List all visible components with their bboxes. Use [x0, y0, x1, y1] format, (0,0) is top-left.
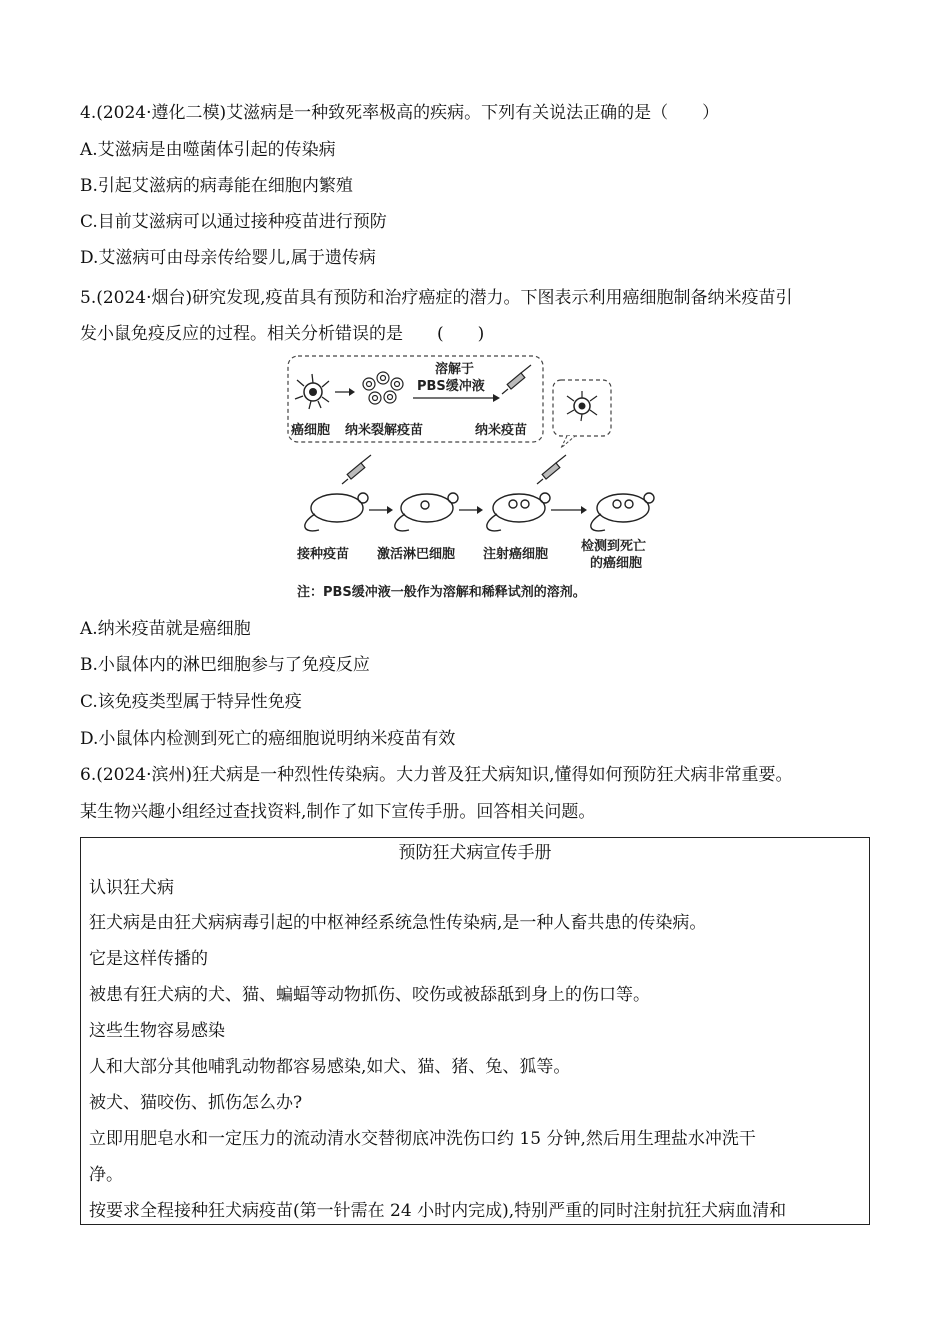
- q5-option-d: D.小鼠体内检测到死亡的癌细胞说明纳米疫苗有效: [80, 729, 456, 749]
- label-step-inject: 注射癌细胞: [483, 547, 549, 562]
- q4-option-c: C.目前艾滋病可以通过接种疫苗进行预防: [80, 212, 387, 232]
- q5-stem-line1: 5.(2024·烟台)研究发现,疫苗具有预防和治疗癌症的潜力。下图表示利用癌细胞制备纳米疫苗引: [80, 288, 793, 308]
- q5-stem-line2: 发小鼠免疫反应的过程。相关分析错误的是 ( ): [80, 324, 485, 344]
- q4-option-d: D.艾滋病可由母亲传给婴儿,属于遗传病: [80, 248, 376, 268]
- q4-option-a: A.艾滋病是由噬菌体引起的传染病: [80, 140, 336, 160]
- manual-para-3: 人和大部分其他哺乳动物都容易感染,如犬、猫、猪、兔、狐等。: [89, 1057, 571, 1077]
- mouse-icon-1: [305, 493, 368, 531]
- q6-stem-line2: 某生物兴趣小组经过查找资料,制作了如下宣传手册。回答相关问题。: [80, 802, 596, 822]
- manual-title: 预防狂犬病宣传手册: [398, 843, 552, 863]
- label-nano-vaccine: 纳米疫苗: [475, 423, 528, 438]
- rabies-manual-box: [80, 837, 870, 1225]
- dissolve-label-1: 溶解于: [435, 362, 475, 377]
- q5-figure: [285, 352, 665, 604]
- q6-stem-line1: 6.(2024·滨州)狂犬病是一种烈性传染病。大力普及狂犬病知识,懂得如何预防狂犬病非常重要。: [80, 765, 793, 785]
- manual-para-2: 被患有狂犬病的犬、猫、蝙蝠等动物抓伤、咬伤或被舔舐到身上的伤口等。: [89, 985, 650, 1005]
- manual-heading-4: 被犬、猫咬伤、抓伤怎么办?: [89, 1093, 303, 1113]
- q5-option-a: A.纳米疫苗就是癌细胞: [80, 619, 251, 639]
- manual-para-4a: 立即用肥皂水和一定压力的流动清水交替彻底冲洗伤口约 15 分钟,然后用生理盐水冲洗干: [89, 1129, 756, 1149]
- q5-option-b: B.小鼠体内的淋巴细胞参与了免疫反应: [80, 655, 370, 675]
- manual-heading-2: 它是这样传播的: [89, 949, 208, 969]
- syringe-icon: [502, 365, 531, 394]
- mouse-icon-4: [591, 493, 654, 531]
- label-nano-lysis: 纳米裂解疫苗: [345, 423, 424, 438]
- manual-heading-1: 认识狂犬病: [89, 878, 174, 898]
- label-cancer-cell: 癌细胞: [291, 423, 331, 438]
- figure-note: 注：PBS缓冲液一般作为溶解和稀释试剂的溶剂。: [297, 585, 586, 600]
- label-step-detect-2: 的癌细胞: [590, 556, 643, 571]
- q4-stem: 4.(2024·遵化二模)艾滋病是一种致死率极高的疾病。下列有关说法正确的是（ ）: [80, 103, 720, 123]
- label-step-vaccinate: 接种疫苗: [297, 547, 350, 562]
- syringe-icon-3: [537, 455, 566, 484]
- cancer-cell-icon: [295, 374, 329, 409]
- manual-para-1: 狂犬病是由狂犬病病毒引起的中枢神经系统急性传染病,是一种人畜共患的传染病。: [89, 913, 707, 933]
- mouse-icon-3: [487, 493, 550, 531]
- q5-option-c: C.该免疫类型属于特异性免疫: [80, 692, 302, 712]
- manual-para-5: 按要求全程接种狂犬病疫苗(第一针需在 24 小时内完成),特别严重的同时注射抗狂犬病血清和: [89, 1201, 787, 1221]
- nano-particles-icon: [363, 372, 403, 404]
- label-step-activate: 激活淋巴细胞: [377, 547, 456, 562]
- manual-para-4b: 净。: [89, 1165, 123, 1185]
- mouse-icon-2: [395, 493, 458, 531]
- label-step-detect-1: 检测到死亡: [581, 539, 647, 554]
- syringe-icon-2: [342, 455, 371, 484]
- dissolve-label-2: PBS缓冲液: [417, 379, 485, 394]
- manual-heading-3: 这些生物容易感染: [89, 1021, 225, 1041]
- cancer-cell-icon-2: [567, 391, 597, 421]
- q4-option-b: B.引起艾滋病的病毒能在细胞内繁殖: [80, 176, 353, 196]
